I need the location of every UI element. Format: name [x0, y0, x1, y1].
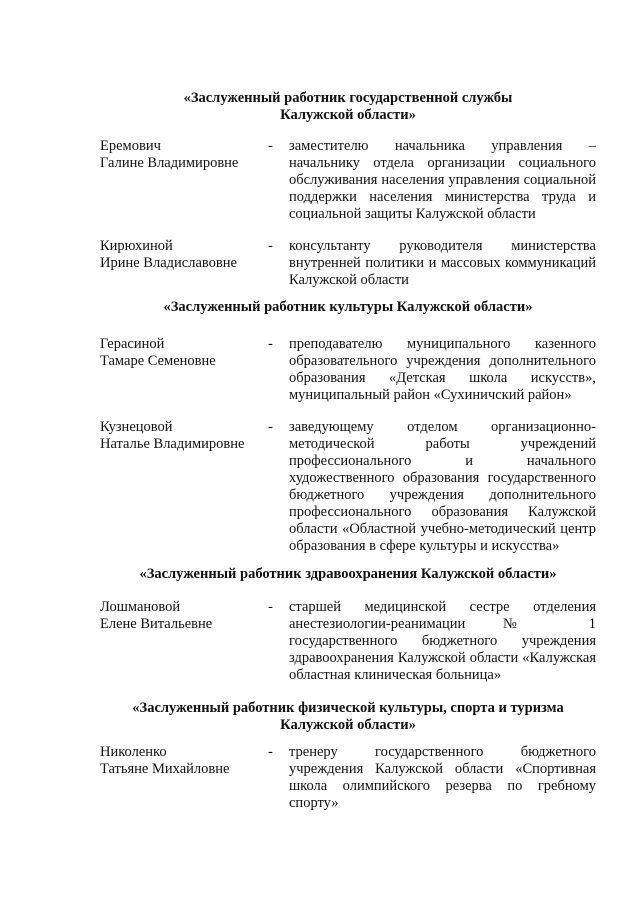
heading-line: «Заслуженный работник государственной службы — [183, 90, 513, 106]
dash-separator: - — [268, 599, 273, 615]
section-heading-culture — [100, 299, 596, 316]
dash-separator: - — [268, 138, 273, 154]
heading-line: «Заслуженный работник культуры Калужской области» — [163, 299, 533, 315]
recipient-name: Кирюхиной Ирине Владиславовне — [100, 238, 237, 271]
heading-line: «Заслуженный работник физической культуры, спорта и туризма — [132, 700, 564, 716]
dash-separator: - — [268, 238, 273, 254]
section-heading-healthcare — [100, 566, 596, 583]
recipient-name: Герасиной Тамаре Семеновне — [100, 336, 216, 369]
recipient-position: заместителю начальника управления – начальнику отдела организации социального обслуживания населения управления социальной поддержки населения министерства труда и социальной защиты Калужской области — [289, 138, 596, 222]
heading-line: Калужской области» — [280, 717, 416, 733]
heading-line: «Заслуженный работник здравоохранения Калужской области» — [139, 566, 557, 582]
dash-separator: - — [268, 336, 273, 352]
recipient-position: тренеру государственного бюджетного учреждения Калужской области «Спортивная школа олимпийского резерва по гребному спорту» — [289, 744, 596, 811]
section-heading-civil-service — [100, 90, 596, 124]
recipient-position: заведующему отделом организационно-методической работы учреждений профессионального и начального художественного образования государственного бюджетного учреждения дополнительного профессионального образования Калужской области «Областной учебно-методический центр образования в сфере культуры и искусства» — [289, 419, 596, 554]
heading-line: Калужской области» — [280, 107, 416, 123]
recipient-name: Еремович Галине Владимировне — [100, 138, 239, 171]
dash-separator: - — [268, 744, 273, 760]
recipient-position: консультанту руководителя министерства внутренней политики и массовых коммуникаций Калужской области — [289, 238, 596, 288]
recipient-position: старшей медицинской сестре отделения анестезиологии-реанимации № 1 государственного бюджетного учреждения здравоохранения Калужской области «Калужская областная клиническая больница» — [289, 599, 596, 683]
recipient-name: Кузнецовой Наталье Владимировне — [100, 419, 245, 452]
recipient-name: Николенко Татьяне Михайловне — [100, 744, 230, 777]
dash-separator: - — [268, 419, 273, 435]
recipient-position: преподавателю муниципального казенного образовательного учреждения дополнительного образования «Детская школа искусств», муниципальный район «Сухиничский район» — [289, 336, 596, 403]
section-heading-sport — [100, 700, 596, 734]
recipient-name: Лошмановой Елене Витальевне — [100, 599, 213, 632]
